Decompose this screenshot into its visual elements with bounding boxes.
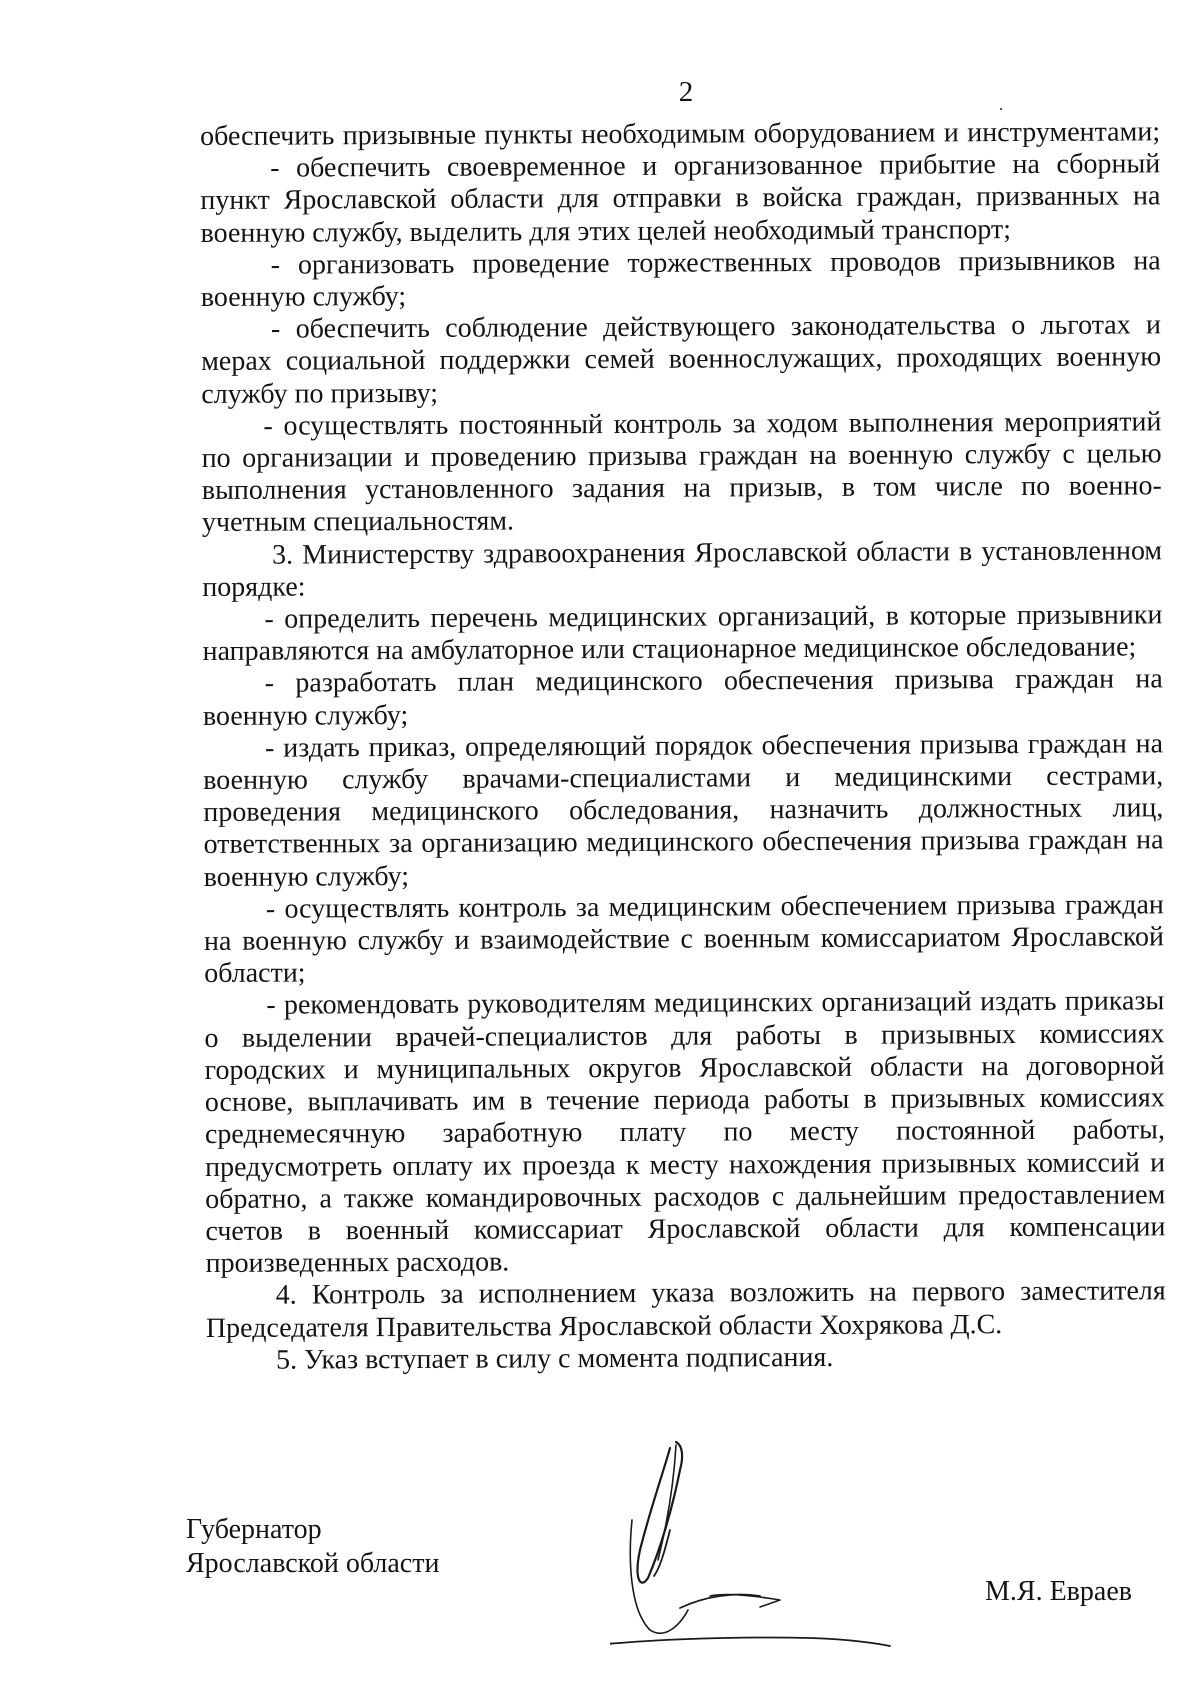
- paragraph-item-3-health-ministry: 3. Министерству здравоохранения Ярославской области в установленном порядке:: [202, 534, 1163, 603]
- document-body: [200, 116, 1166, 1377]
- paragraph-item-5-effective: 5. Указ вступает в силу с момента подписания.: [275, 1341, 834, 1376]
- signer-region: Ярославской области: [186, 1548, 440, 1579]
- page-number: 2: [678, 76, 694, 108]
- signer-title: Губернатор: [186, 1514, 322, 1545]
- signer-name: М.Я. Евраев: [985, 1576, 1132, 1607]
- paragraph-farewell-ceremonies: - организовать проведение торжественных проводов призывников на военную службу;: [200, 245, 1161, 314]
- paragraph-medical-order: - издать приказ, определяющий порядок обеспечения призыва граждан на военную службу врачами-специалистами и медицинскими сестрами, проведения медицинского обследования, назначить должностных лиц, ответственных за организацию медицинского обеспечения призыва граждан на военную службу;: [203, 728, 1164, 893]
- handwritten-signature: [610, 1400, 970, 1650]
- scan-speck: [1000, 108, 1002, 110]
- paragraph-equipment: обеспечить призывные пункты необходимым оборудованием и инструментами;: [200, 116, 1161, 152]
- paragraph-social-benefits: - обеспечить соблюдение действующего законодательства о льготах и мерах социальной поддержки семей военнослужащих, проходящих военную службу по призыву;: [201, 309, 1162, 410]
- paragraph-medical-plan: - разработать план медицинского обеспечения призыва граждан на военную службу;: [202, 663, 1163, 732]
- paragraph-medical-organizations: - определить перечень медицинских организаций, в которые призывники направляются на амбулаторное или стационарное медицинское обследование;: [202, 599, 1163, 668]
- paragraph-doctors-recommendation: - рекомендовать руководителям медицинских организаций издать приказы о выделении врачей-специалистов для работы в призывных комиссиях городских и муниципальных округов Ярославской области на договорной основе, выплачивать им в течение периода работы в призывных комиссиях среднемесячную заработную плату по месту постоянной работы, предусмотреть оплату их проезда к месту нахождения призывных комиссий и обратно, а также командировочных расходов с дальнейшим предоставлением счетов в военный комиссариат Ярославской области для компенсации произведенных расходов.: [204, 985, 1166, 1280]
- paragraph-arrival-transport: - обеспечить своевременное и организованное прибытие на сборный пункт Ярославской области для отправки в войска граждан, призванных на военную службу, выделить для этих целей необходимый транспорт;: [200, 148, 1161, 249]
- paragraph-item-4-control: 4. Контроль за исполнением указа возложить на первого заместителя Председателя Правительства Ярославской области Хохрякова Д.С.: [205, 1275, 1166, 1344]
- paragraph-conscription-control: - осуществлять постоянный контроль за ходом выполнения мероприятий по организации и проведению призыва граждан на военную службу с целью выполнения установленного задания на призыв, в том числе по военно-учетным специальностям.: [201, 406, 1162, 539]
- paragraph-medical-control: - осуществлять контроль за медицинским обеспечением призыва граждан на военную службу и взаимодействие с военным комиссариатом Ярославской области;: [203, 889, 1165, 990]
